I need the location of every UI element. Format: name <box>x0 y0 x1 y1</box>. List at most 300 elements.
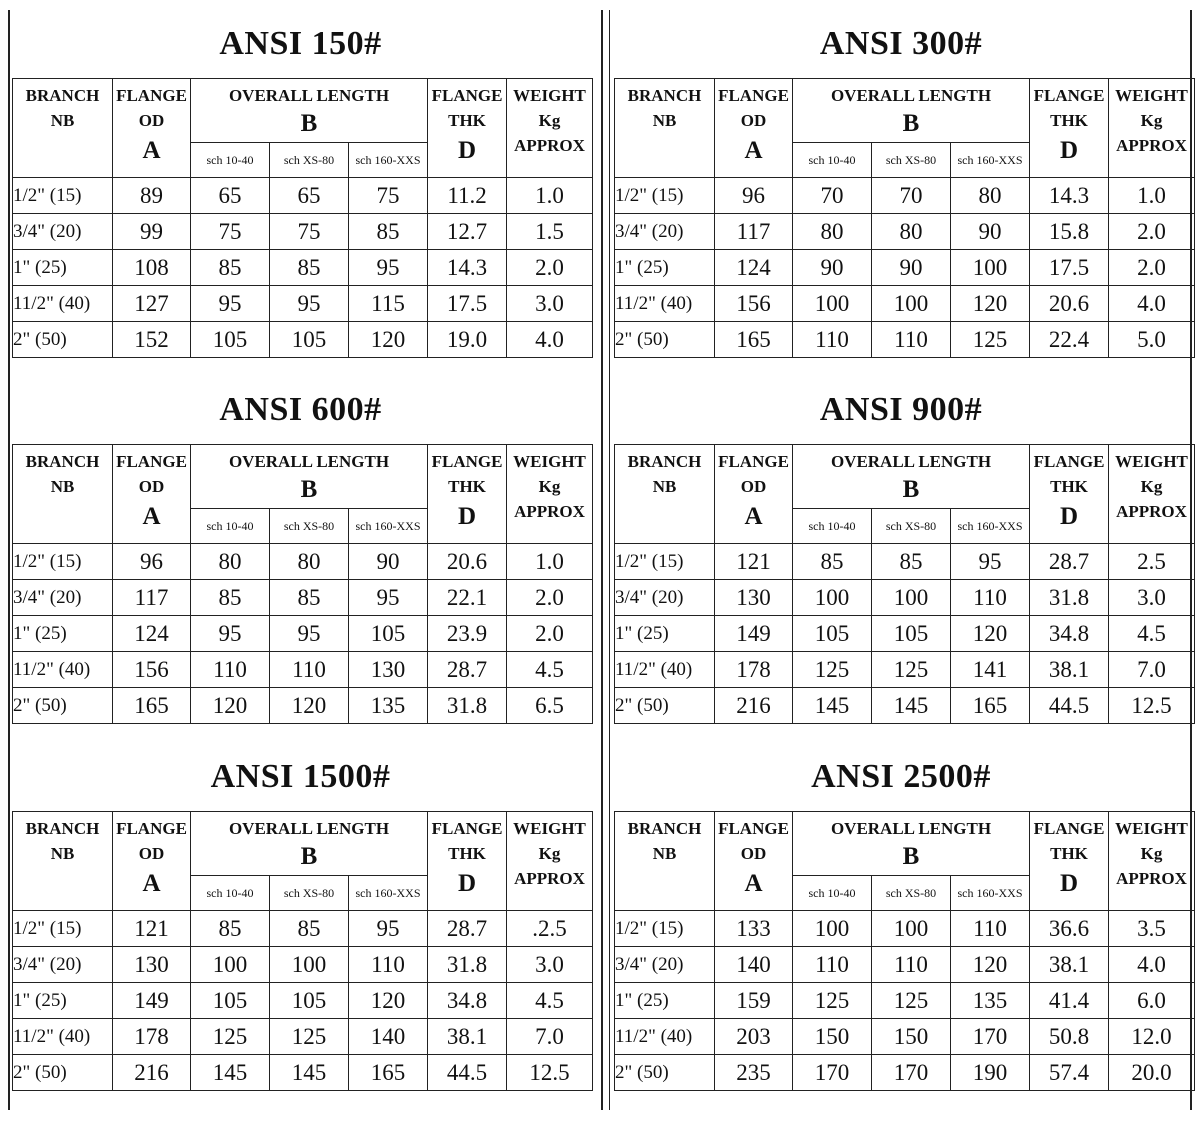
branch-nb-cell: 1" (25) <box>615 250 715 286</box>
branch-nb-cell: 1" (25) <box>13 983 113 1019</box>
length-sch-160-xxs-cell: 110 <box>951 580 1030 616</box>
header-flange-label: FLANGE <box>718 86 789 105</box>
left-frame-line <box>8 10 10 1110</box>
header-flange-thk-label: FLANGE <box>1033 86 1105 105</box>
header-approx-label: APPROX <box>1116 502 1187 521</box>
header-flange-thk-label: FLANGE <box>1033 452 1105 471</box>
length-sch-10-40-cell: 125 <box>793 652 872 688</box>
center-divider-line-2 <box>609 10 610 1110</box>
length-sch-160-xxs-cell: 141 <box>951 652 1030 688</box>
flange-thk-cell: 28.7 <box>428 652 507 688</box>
weight-cell: 4.5 <box>507 983 593 1019</box>
header-branch-label: BRANCH <box>25 86 100 105</box>
length-sch-10-40-cell: 90 <box>793 250 872 286</box>
table-row <box>13 1019 593 1055</box>
flange-od-header <box>715 812 793 911</box>
branch-nb-cell: 1" (25) <box>615 616 715 652</box>
header-flange-label: FLANGE <box>116 86 187 105</box>
length-sch-xs-80-cell: 170 <box>872 1055 951 1091</box>
length-sch-xs-80-cell: 110 <box>872 322 951 358</box>
flange-od-header <box>715 79 793 178</box>
ansi-class-panel <box>614 743 1188 1091</box>
header-d-symbol: D <box>457 870 477 897</box>
branch-nb-cell: 11/2" (40) <box>13 286 113 322</box>
length-sch-10-40-cell: 100 <box>793 580 872 616</box>
weight-cell: .2.5 <box>507 911 593 947</box>
ansi-class-panel <box>614 10 1188 358</box>
center-divider-line <box>601 10 603 1110</box>
length-sch-160-xxs-cell: 190 <box>951 1055 1030 1091</box>
header-flange-thk-label: FLANGE <box>431 452 503 471</box>
flange-od-cell: 130 <box>113 947 191 983</box>
weight-cell: 7.0 <box>1109 652 1195 688</box>
flange-od-cell: 156 <box>113 652 191 688</box>
length-sch-10-40-cell: 85 <box>191 250 270 286</box>
branch-nb-cell: 1" (25) <box>13 250 113 286</box>
header-flange-label: FLANGE <box>718 452 789 471</box>
branch-nb-cell: 3/4" (20) <box>615 580 715 616</box>
flange-thk-cell: 15.8 <box>1030 214 1109 250</box>
header-flange-label: FLANGE <box>718 819 789 838</box>
header-branch-label: BRANCH <box>627 452 702 471</box>
weight-cell: 4.5 <box>507 652 593 688</box>
header-nb-label: NB <box>652 844 677 863</box>
length-sch-160-xxs-cell: 90 <box>951 214 1030 250</box>
length-sch-160-xxs-cell: 165 <box>951 688 1030 724</box>
weight-cell: 4.0 <box>1109 947 1195 983</box>
table-row <box>615 983 1195 1019</box>
flange-thk-header <box>428 812 507 911</box>
length-sch-10-40-cell: 85 <box>191 580 270 616</box>
flange-od-cell: 124 <box>113 616 191 652</box>
weight-cell: 2.0 <box>507 580 593 616</box>
weight-cell: 3.0 <box>507 286 593 322</box>
schedule-header: sch 160-XXS <box>951 876 1030 911</box>
schedule-header: sch XS-80 <box>872 876 951 911</box>
length-sch-xs-80-cell: 85 <box>872 544 951 580</box>
length-sch-10-40-cell: 80 <box>191 544 270 580</box>
flange-od-header <box>113 445 191 544</box>
branch-nb-cell: 11/2" (40) <box>13 652 113 688</box>
table-row <box>615 911 1195 947</box>
flange-od-cell: 149 <box>715 616 793 652</box>
table-row <box>615 688 1195 724</box>
flange-od-cell: 99 <box>113 214 191 250</box>
weight-cell: 3.0 <box>507 947 593 983</box>
table-row <box>13 616 593 652</box>
weight-cell: 2.0 <box>507 616 593 652</box>
length-sch-160-xxs-cell: 95 <box>951 544 1030 580</box>
branch-nb-cell: 2" (50) <box>13 688 113 724</box>
branch-nb-cell: 3/4" (20) <box>615 214 715 250</box>
header-branch-label: BRANCH <box>25 452 100 471</box>
flange-od-cell: 156 <box>715 286 793 322</box>
length-sch-xs-80-cell: 75 <box>270 214 349 250</box>
header-a-symbol: A <box>744 503 763 530</box>
branch-nb-cell: 2" (50) <box>13 322 113 358</box>
header-row <box>13 812 593 876</box>
length-sch-10-40-cell: 80 <box>793 214 872 250</box>
flange-thk-header <box>1030 812 1109 911</box>
header-approx-label: APPROX <box>1116 136 1187 155</box>
header-kg-label: Kg <box>1140 477 1163 496</box>
length-sch-10-40-cell: 145 <box>793 688 872 724</box>
weight-cell: 1.5 <box>507 214 593 250</box>
branch-nb-cell: 3/4" (20) <box>13 214 113 250</box>
weight-cell: 7.0 <box>507 1019 593 1055</box>
header-overall-length-label: OVERALL LENGTH <box>228 819 390 838</box>
flange-thk-cell: 28.7 <box>1030 544 1109 580</box>
header-weight-label: WEIGHT <box>1115 819 1188 838</box>
flange-od-cell: 152 <box>113 322 191 358</box>
header-approx-label: APPROX <box>514 136 585 155</box>
length-sch-10-40-cell: 85 <box>191 911 270 947</box>
weight-cell: 5.0 <box>1109 322 1195 358</box>
length-sch-xs-80-cell: 120 <box>270 688 349 724</box>
length-sch-10-40-cell: 100 <box>793 286 872 322</box>
overall-length-header <box>793 445 1030 509</box>
flange-od-cell: 159 <box>715 983 793 1019</box>
flange-od-cell: 216 <box>113 1055 191 1091</box>
flange-thk-header <box>428 445 507 544</box>
length-sch-xs-80-cell: 95 <box>270 286 349 322</box>
weight-cell: 4.0 <box>1109 286 1195 322</box>
flange-thk-cell: 22.1 <box>428 580 507 616</box>
length-sch-160-xxs-cell: 135 <box>349 688 428 724</box>
table-row <box>13 983 593 1019</box>
length-sch-160-xxs-cell: 110 <box>349 947 428 983</box>
header-od-label: OD <box>740 111 767 130</box>
header-overall-length-label: OVERALL LENGTH <box>228 86 390 105</box>
branch-nb-cell: 2" (50) <box>615 1055 715 1091</box>
length-sch-10-40-cell: 95 <box>191 616 270 652</box>
panel-title: ANSI 150# <box>219 25 382 62</box>
branch-nb-cell: 3/4" (20) <box>13 580 113 616</box>
weight-header <box>507 79 593 178</box>
header-thk-label: THK <box>1050 477 1088 496</box>
header-thk-label: THK <box>1050 844 1088 863</box>
length-sch-10-40-cell: 70 <box>793 178 872 214</box>
branch-nb-cell: 11/2" (40) <box>13 1019 113 1055</box>
header-nb-label: NB <box>652 111 677 130</box>
weight-header <box>1109 445 1195 544</box>
schedule-header: sch 160-XXS <box>349 143 428 178</box>
length-sch-xs-80-cell: 110 <box>270 652 349 688</box>
length-sch-10-40-cell: 110 <box>793 322 872 358</box>
header-overall-length-label: OVERALL LENGTH <box>830 452 992 471</box>
flange-od-cell: 117 <box>113 580 191 616</box>
length-sch-xs-80-cell: 125 <box>270 1019 349 1055</box>
length-sch-160-xxs-cell: 140 <box>349 1019 428 1055</box>
branch-nb-header <box>615 445 715 544</box>
length-sch-xs-80-cell: 70 <box>872 178 951 214</box>
dimension-table <box>12 444 593 724</box>
length-sch-160-xxs-cell: 75 <box>349 178 428 214</box>
branch-nb-cell: 1/2" (15) <box>615 178 715 214</box>
header-nb-label: NB <box>50 844 75 863</box>
flange-thk-cell: 31.8 <box>428 688 507 724</box>
branch-nb-header <box>13 812 113 911</box>
branch-nb-cell: 1/2" (15) <box>13 911 113 947</box>
weight-cell: 12.0 <box>1109 1019 1195 1055</box>
flange-od-cell: 127 <box>113 286 191 322</box>
flange-thk-cell: 31.8 <box>1030 580 1109 616</box>
flange-od-cell: 121 <box>113 911 191 947</box>
header-a-symbol: A <box>744 137 763 164</box>
table-row <box>615 1055 1195 1091</box>
header-nb-label: NB <box>50 477 75 496</box>
flange-thk-header <box>1030 79 1109 178</box>
flange-thk-cell: 17.5 <box>1030 250 1109 286</box>
branch-nb-cell: 1/2" (15) <box>615 544 715 580</box>
table-row <box>615 214 1195 250</box>
flange-od-header <box>715 445 793 544</box>
header-b-symbol: B <box>902 110 920 137</box>
length-sch-160-xxs-cell: 105 <box>349 616 428 652</box>
length-sch-10-40-cell: 110 <box>191 652 270 688</box>
flange-od-cell: 165 <box>113 688 191 724</box>
flange-od-cell: 235 <box>715 1055 793 1091</box>
flange-thk-cell: 34.8 <box>1030 616 1109 652</box>
length-sch-xs-80-cell: 85 <box>270 911 349 947</box>
header-flange-label: FLANGE <box>116 819 187 838</box>
length-sch-xs-80-cell: 100 <box>872 580 951 616</box>
length-sch-xs-80-cell: 95 <box>270 616 349 652</box>
header-branch-label: BRANCH <box>627 819 702 838</box>
length-sch-160-xxs-cell: 120 <box>349 322 428 358</box>
header-od-label: OD <box>138 477 165 496</box>
table-row <box>13 544 593 580</box>
header-weight-label: WEIGHT <box>1115 452 1188 471</box>
weight-cell: 2.5 <box>1109 544 1195 580</box>
header-weight-label: WEIGHT <box>1115 86 1188 105</box>
flange-thk-cell: 20.6 <box>1030 286 1109 322</box>
table-row <box>13 1055 593 1091</box>
header-flange-thk-label: FLANGE <box>1033 819 1105 838</box>
table-row <box>13 911 593 947</box>
dimension-table <box>12 811 593 1091</box>
weight-cell: 2.0 <box>507 250 593 286</box>
overall-length-header <box>793 812 1030 876</box>
flange-thk-cell: 20.6 <box>428 544 507 580</box>
weight-header <box>1109 812 1195 911</box>
branch-nb-cell: 11/2" (40) <box>615 286 715 322</box>
weight-cell: 6.0 <box>1109 983 1195 1019</box>
table-row <box>615 250 1195 286</box>
length-sch-10-40-cell: 145 <box>191 1055 270 1091</box>
header-weight-label: WEIGHT <box>513 819 586 838</box>
length-sch-160-xxs-cell: 125 <box>951 322 1030 358</box>
table-row <box>13 322 593 358</box>
header-row <box>615 79 1195 143</box>
header-kg-label: Kg <box>1140 111 1163 130</box>
branch-nb-cell: 1/2" (15) <box>615 911 715 947</box>
header-overall-length-label: OVERALL LENGTH <box>830 86 992 105</box>
flange-thk-cell: 22.4 <box>1030 322 1109 358</box>
table-row <box>615 616 1195 652</box>
header-d-symbol: D <box>457 137 477 164</box>
flange-od-cell: 216 <box>715 688 793 724</box>
schedule-header: sch XS-80 <box>270 143 349 178</box>
overall-length-header <box>191 812 428 876</box>
header-weight-label: WEIGHT <box>513 86 586 105</box>
header-overall-length-label: OVERALL LENGTH <box>228 452 390 471</box>
length-sch-10-40-cell: 85 <box>793 544 872 580</box>
length-sch-10-40-cell: 150 <box>793 1019 872 1055</box>
length-sch-160-xxs-cell: 120 <box>951 286 1030 322</box>
length-sch-xs-80-cell: 125 <box>872 983 951 1019</box>
ansi-class-panel <box>12 10 589 358</box>
schedule-header: sch 160-XXS <box>951 143 1030 178</box>
flange-od-cell: 121 <box>715 544 793 580</box>
flange-thk-cell: 41.4 <box>1030 983 1109 1019</box>
branch-nb-cell: 2" (50) <box>615 322 715 358</box>
branch-nb-cell: 1/2" (15) <box>13 178 113 214</box>
length-sch-xs-80-cell: 100 <box>872 286 951 322</box>
flange-od-cell: 130 <box>715 580 793 616</box>
length-sch-160-xxs-cell: 80 <box>951 178 1030 214</box>
branch-nb-cell: 2" (50) <box>13 1055 113 1091</box>
header-thk-label: THK <box>448 844 486 863</box>
flange-od-header <box>113 812 191 911</box>
weight-cell: 4.0 <box>507 322 593 358</box>
header-thk-label: THK <box>1050 111 1088 130</box>
weight-cell: 1.0 <box>507 544 593 580</box>
schedule-header: sch 10-40 <box>191 876 270 911</box>
length-sch-160-xxs-cell: 120 <box>951 947 1030 983</box>
ansi-class-panel <box>12 743 589 1091</box>
schedule-header: sch 160-XXS <box>349 876 428 911</box>
panel-title: ANSI 2500# <box>811 758 991 795</box>
header-kg-label: Kg <box>538 477 561 496</box>
table-row <box>13 652 593 688</box>
flange-thk-cell: 31.8 <box>428 947 507 983</box>
schedule-header: sch XS-80 <box>872 143 951 178</box>
header-b-symbol: B <box>902 843 920 870</box>
flange-thk-cell: 19.0 <box>428 322 507 358</box>
flange-od-cell: 149 <box>113 983 191 1019</box>
branch-nb-cell: 11/2" (40) <box>615 1019 715 1055</box>
length-sch-xs-80-cell: 125 <box>872 652 951 688</box>
length-sch-160-xxs-cell: 95 <box>349 911 428 947</box>
length-sch-xs-80-cell: 145 <box>872 688 951 724</box>
header-flange-thk-label: FLANGE <box>431 819 503 838</box>
overall-length-header <box>191 79 428 143</box>
weight-cell: 3.5 <box>1109 911 1195 947</box>
length-sch-xs-80-cell: 65 <box>270 178 349 214</box>
header-od-label: OD <box>138 844 165 863</box>
dimension-table <box>12 78 593 358</box>
length-sch-160-xxs-cell: 85 <box>349 214 428 250</box>
branch-nb-header <box>13 445 113 544</box>
length-sch-10-40-cell: 105 <box>191 322 270 358</box>
flange-thk-header <box>428 79 507 178</box>
length-sch-xs-80-cell: 80 <box>872 214 951 250</box>
branch-nb-header <box>13 79 113 178</box>
flange-od-cell: 96 <box>715 178 793 214</box>
length-sch-10-40-cell: 100 <box>191 947 270 983</box>
length-sch-10-40-cell: 105 <box>793 616 872 652</box>
length-sch-10-40-cell: 125 <box>793 983 872 1019</box>
branch-nb-cell: 1/2" (15) <box>13 544 113 580</box>
weight-cell: 4.5 <box>1109 616 1195 652</box>
schedule-header: sch XS-80 <box>270 509 349 544</box>
table-row <box>615 1019 1195 1055</box>
table-row <box>13 947 593 983</box>
flange-thk-cell: 38.1 <box>1030 947 1109 983</box>
length-sch-xs-80-cell: 90 <box>872 250 951 286</box>
flange-thk-cell: 38.1 <box>428 1019 507 1055</box>
flange-od-header <box>113 79 191 178</box>
length-sch-160-xxs-cell: 120 <box>951 616 1030 652</box>
header-row <box>615 812 1195 876</box>
length-sch-xs-80-cell: 145 <box>270 1055 349 1091</box>
length-sch-160-xxs-cell: 170 <box>951 1019 1030 1055</box>
header-kg-label: Kg <box>538 111 561 130</box>
length-sch-xs-80-cell: 110 <box>872 947 951 983</box>
weight-header <box>507 445 593 544</box>
header-row <box>13 445 593 509</box>
schedule-header: sch 10-40 <box>793 509 872 544</box>
header-approx-label: APPROX <box>514 869 585 888</box>
length-sch-10-40-cell: 75 <box>191 214 270 250</box>
weight-cell: 1.0 <box>507 178 593 214</box>
header-d-symbol: D <box>457 503 477 530</box>
schedule-header: sch 10-40 <box>191 143 270 178</box>
length-sch-160-xxs-cell: 165 <box>349 1055 428 1091</box>
length-sch-xs-80-cell: 85 <box>270 250 349 286</box>
flange-od-cell: 178 <box>715 652 793 688</box>
flange-od-cell: 117 <box>715 214 793 250</box>
header-thk-label: THK <box>448 477 486 496</box>
weight-header <box>507 812 593 911</box>
ansi-class-panel <box>614 376 1188 724</box>
flange-od-cell: 108 <box>113 250 191 286</box>
dimension-table <box>614 78 1195 358</box>
header-branch-label: BRANCH <box>25 819 100 838</box>
header-a-symbol: A <box>142 137 161 164</box>
length-sch-160-xxs-cell: 115 <box>349 286 428 322</box>
length-sch-xs-80-cell: 105 <box>872 616 951 652</box>
header-od-label: OD <box>740 477 767 496</box>
length-sch-10-40-cell: 125 <box>191 1019 270 1055</box>
length-sch-xs-80-cell: 105 <box>270 322 349 358</box>
length-sch-160-xxs-cell: 100 <box>951 250 1030 286</box>
flange-od-cell: 133 <box>715 911 793 947</box>
flange-od-cell: 203 <box>715 1019 793 1055</box>
table-row <box>13 250 593 286</box>
header-od-label: OD <box>740 844 767 863</box>
table-row <box>13 688 593 724</box>
length-sch-xs-80-cell: 105 <box>270 983 349 1019</box>
length-sch-160-xxs-cell: 120 <box>349 983 428 1019</box>
flange-thk-cell: 44.5 <box>1030 688 1109 724</box>
ansi-class-panel <box>12 376 589 724</box>
dimension-table <box>614 444 1195 724</box>
header-kg-label: Kg <box>1140 844 1163 863</box>
branch-nb-cell: 1" (25) <box>13 616 113 652</box>
table-row <box>615 652 1195 688</box>
weight-cell: 3.0 <box>1109 580 1195 616</box>
flange-od-cell: 140 <box>715 947 793 983</box>
weight-cell: 20.0 <box>1109 1055 1195 1091</box>
header-d-symbol: D <box>1059 137 1079 164</box>
flange-thk-cell: 57.4 <box>1030 1055 1109 1091</box>
branch-nb-cell: 3/4" (20) <box>615 947 715 983</box>
length-sch-160-xxs-cell: 95 <box>349 250 428 286</box>
overall-length-header <box>191 445 428 509</box>
flange-od-cell: 165 <box>715 322 793 358</box>
